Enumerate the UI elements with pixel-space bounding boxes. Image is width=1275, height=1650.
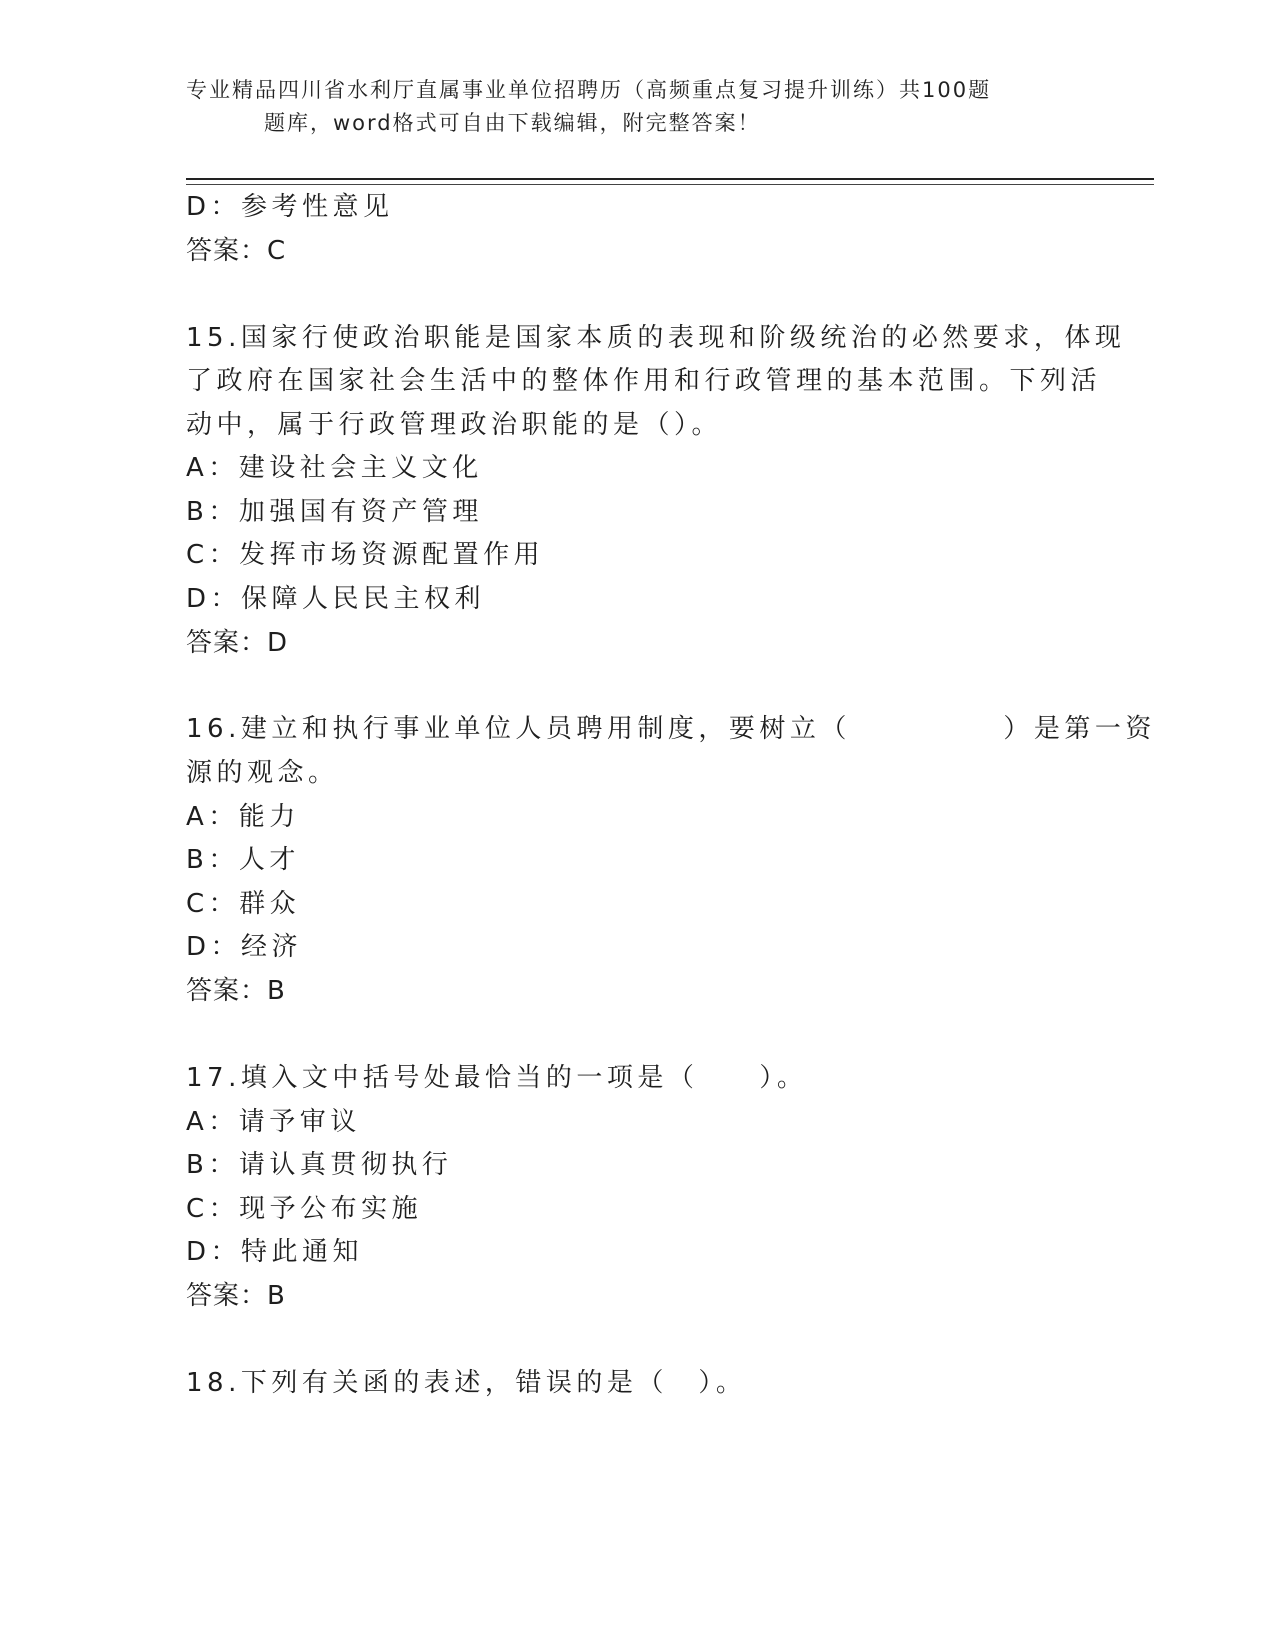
q15-answer: 答案：D [186, 628, 289, 658]
q16-option-d: D：经济 [186, 932, 303, 962]
q18-stem-line1: 18.下列有关函的表述，错误的是（ ）。 [186, 1368, 747, 1398]
q15-stem-line1: 15.国家行使政治职能是国家本质的表现和阶级统治的必然要求，体现 [186, 323, 1126, 353]
q17-stem-line1: 17.填入文中括号处最恰当的一项是（ ）。 [186, 1063, 808, 1093]
header-rule-thick [186, 178, 1154, 180]
q16-stem-line1: 16.建立和执行事业单位人员聘用制度，要树立（ ）是第一资 [186, 714, 1156, 744]
q16-option-c: C：群众 [186, 889, 301, 919]
q16-stem-line2: 源的观念。 [186, 758, 339, 788]
prev-option-d: D：参考性意见 [186, 192, 394, 222]
header-title-line2: 题库，word格式可自由下载编辑，附完整答案！ [264, 111, 761, 135]
q15-stem-line3: 动中，属于行政管理政治职能的是（）。 [186, 410, 723, 440]
q16-answer: 答案：B [186, 976, 286, 1006]
q17-option-b: B：请认真贯彻执行 [186, 1150, 453, 1180]
header-title-line1: 专业精品四川省水利厅直属事业单位招聘历（高频重点复习提升训练）共100题 [186, 78, 992, 102]
document-header [186, 74, 1086, 140]
q15-stem-line2: 了政府在国家社会生活中的整体作用和行政管理的基本范围。下列活 [186, 366, 1102, 396]
q15-option-a: A：建设社会主义文化 [186, 453, 483, 483]
q16-option-a: A：能力 [186, 802, 300, 832]
prev-answer: 答案：C [186, 236, 287, 266]
q16-option-b: B：人才 [186, 845, 300, 875]
q15-option-b: B：加强国有资产管理 [186, 497, 483, 527]
q17-option-a: A：请予审议 [186, 1107, 361, 1137]
q15-option-d: D：保障人民民主权利 [186, 584, 486, 614]
header-rule-thin [186, 184, 1154, 185]
q17-option-d: D：特此通知 [186, 1237, 364, 1267]
q17-answer: 答案：B [186, 1281, 286, 1311]
q17-option-c: C：现予公布实施 [186, 1194, 423, 1224]
q15-option-c: C：发挥市场资源配置作用 [186, 540, 545, 570]
